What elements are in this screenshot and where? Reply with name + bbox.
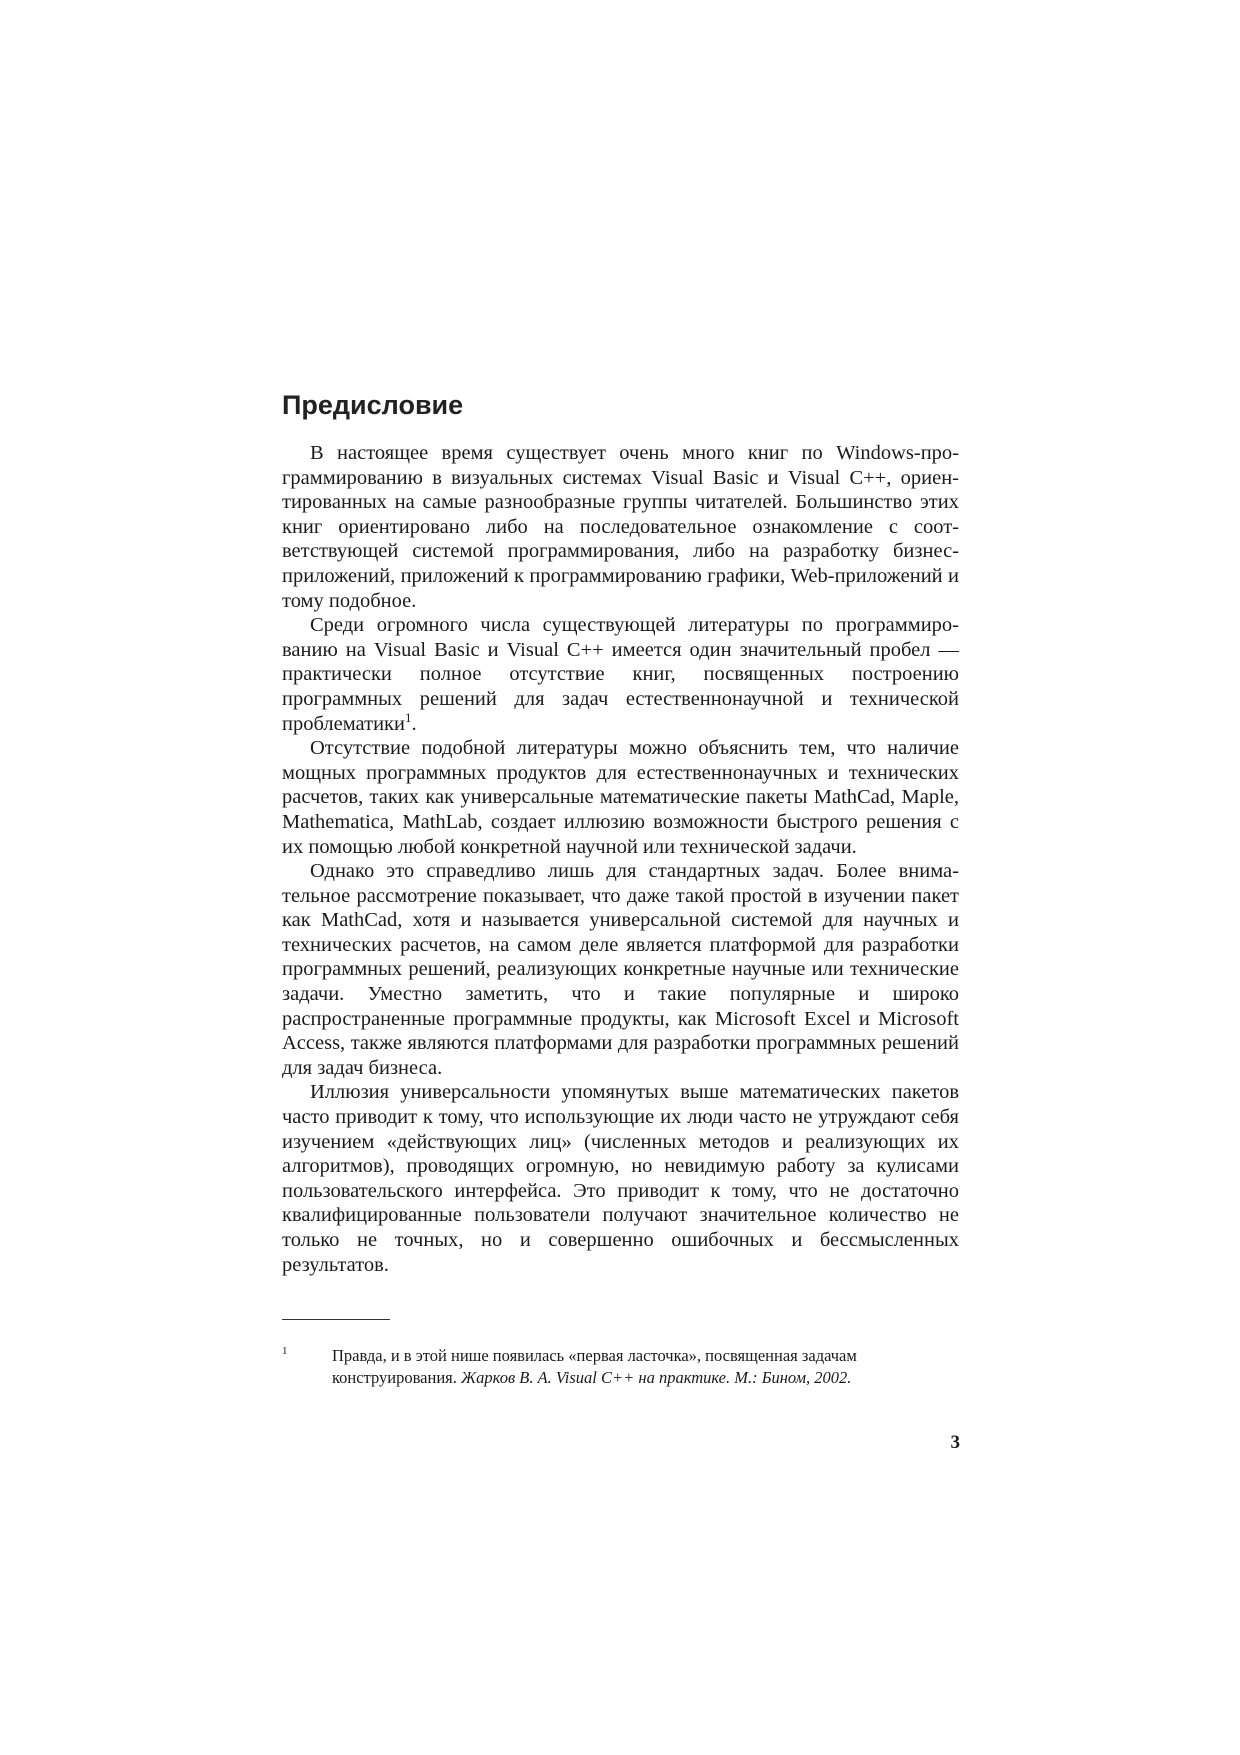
paragraph-2-period: . [411,712,417,735]
footnote-reference[interactable]: 1 [404,709,412,725]
footnote-divider [282,1319,390,1320]
paragraph-4: Однако это справедливо лишь для стандартных задач. Более внимательное рассмотрение показывает, что даже такой простой в изучении пакет как MathCad, хотя и называется универсальной системой для научных и технических расчетов, на самом деле является платформой для разработки программных решений, реализующих конкретные научные или технические задачи. Уместно заметить, что и такие популярные и широко распространенные программные продукты, как Microsoft Excel и Microsoft Access, также являются платформами для разработки программных решений для задач бизнеса. [282,860,959,1079]
page-number: 3 [950,1432,960,1453]
footnote-number: 1 [282,1345,288,1357]
page-title: Предисловие [282,390,464,420]
main-text [282,441,959,1277]
footnote-body: Правда, и в этой нише появилась «первая ласточка», посвященная задачам конструирования. [332,1346,857,1387]
paragraph-2 [282,613,959,736]
paragraph-1: В настоящее время существует очень много книг по Windows-программированию в визуальных системах Visual Basic и Visual C++, ориентированных на самые разнообразные группы читателей. Большинство этих книг ориентировано либо на последовательное ознакомление с соответствующей системой программирования, либо на разработку бизнес-приложений, приложений к программированию графики, Web-приложений и тому подобное. [282,442,959,612]
paragraph-3: Отсутствие подобной литературы можно объяснить тем, что наличие мощных программных продуктов для естественнонаучных и технических расчетов, таких как универсальные математические пакеты MathCad, Maple, Mathematica, MathLab, создает иллюзию возможности быстрого решения с их помощью любой конкретной научной или технической задачи. [282,737,959,858]
paragraph-5: Иллюзия универсальности упомянутых выше математических пакетов часто приводит к тому, что использующие их люди часто не утруждают себя изучением «действующих лиц» (численных методов и реализующих их алгоритмов), проводящих огромную, но невидимую работу за кулисами пользовательского интерфейса. Это приводит к тому, что не достаточно квалифицированные пользователи получают значительное количество не только не точных, но и совершенно ошибочных и бессмысленных результатов. [282,1081,959,1276]
paragraph-2-text: Среди огромного числа существующей литературы по программированию на Visual Basic и Visual C++ имеется один значительный пробел — практически полное отсутствие книг, посвященных построению программных решений для задач естественнонаучной и технической проблематики [282,614,959,735]
footnote-citation: Жарков В. А. Visual C++ на практике. М.: Бином, 2002. [461,1368,852,1387]
footnote-text [332,1345,892,1389]
